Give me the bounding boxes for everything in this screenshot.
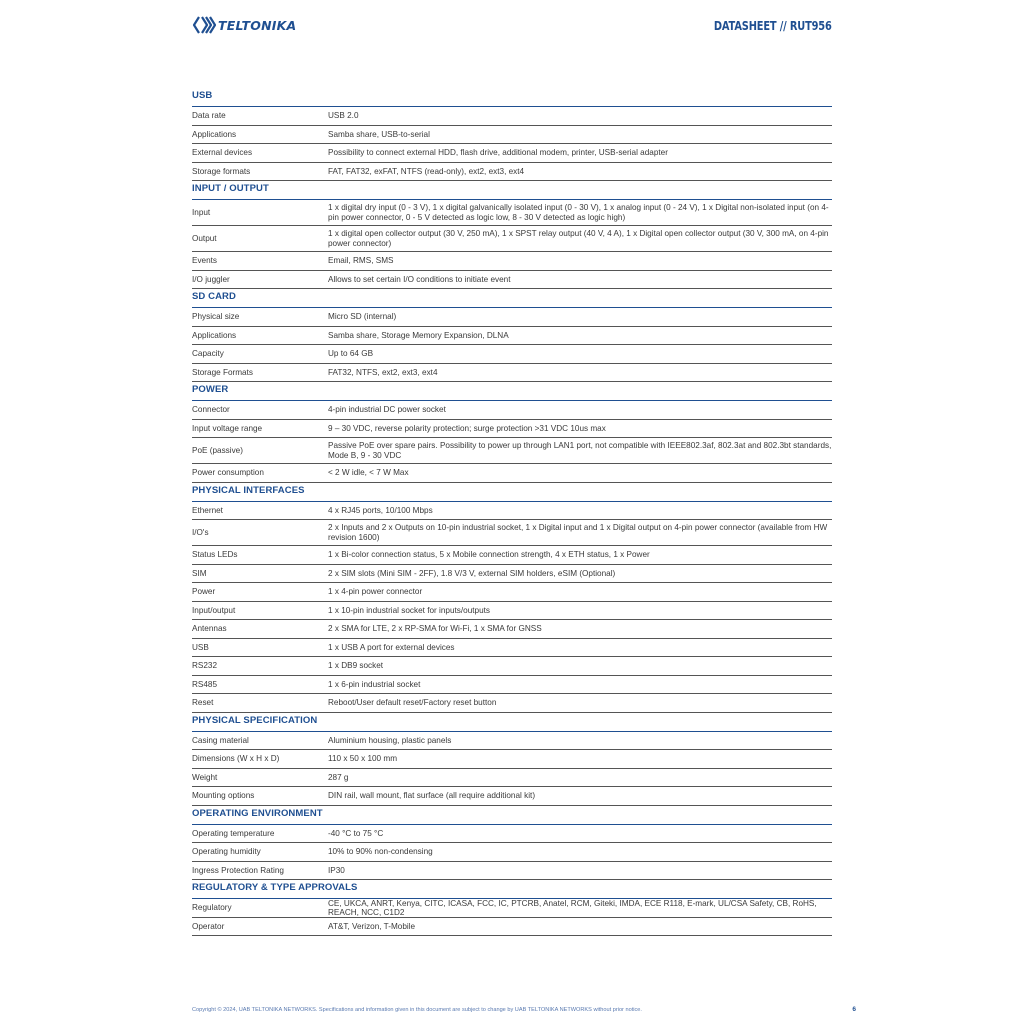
spec-row bbox=[192, 308, 832, 327]
spec-label: I/O's bbox=[192, 528, 209, 537]
spec-value: 1 x 6-pin industrial socket bbox=[328, 679, 421, 689]
spec-label: Status LEDs bbox=[192, 550, 238, 560]
spec-value: 4-pin industrial DC power socket bbox=[328, 405, 446, 415]
spec-label: External devices bbox=[192, 148, 253, 158]
spec-label: Regulatory bbox=[192, 903, 232, 913]
spec-row bbox=[192, 732, 832, 751]
section-title: INPUT / OUTPUT bbox=[192, 181, 832, 200]
spec-row bbox=[192, 676, 832, 695]
spec-value: Allows to set certain I/O conditions to initiate event bbox=[328, 274, 511, 284]
page-header bbox=[192, 14, 832, 40]
spec-label: Output bbox=[192, 234, 217, 243]
spec-label: Dimensions (W x H x D) bbox=[192, 754, 280, 764]
spec-value: 1 x digital dry input (0 - 3 V), 1 x digital galvanically isolated input (0 - 30 V), 1 x analog input (0 - 24 V), 1 x Digital non-isolated input (on 4-pin power connector, 0 - 5 V detected as logic low, 8 - 30 V detected as logic high) bbox=[328, 203, 829, 222]
section-title: PHYSICAL SPECIFICATION bbox=[192, 713, 832, 732]
page-number: 6 bbox=[852, 1006, 856, 1013]
spec-label: PoE (passive) bbox=[192, 446, 243, 455]
spec-label: Operator bbox=[192, 921, 225, 931]
spec-section bbox=[192, 880, 832, 936]
spec-value: 4 x RJ45 ports, 10/100 Mbps bbox=[328, 505, 433, 515]
spec-value: Passive PoE over spare pairs. Possibility to power up through LAN1 port, not compatible with IEEE802.3af, 802.3at and 802.3bt standards, Mode B, 9 - 30 VDC bbox=[328, 441, 832, 460]
spec-section bbox=[192, 382, 832, 483]
section-title: PHYSICAL INTERFACES bbox=[192, 483, 832, 502]
spec-label: USB bbox=[192, 642, 209, 652]
spec-value: 10% to 90% non-condensing bbox=[328, 847, 433, 857]
spec-label: Input bbox=[192, 208, 211, 217]
spec-value: 1 x digital open collector output (30 V, 250 mA), 1 x SPST relay output (40 V, 4 A), 1 x Digital open collector output (30 V, 300 mA, on 4-pin power connector) bbox=[328, 229, 829, 248]
copyright-text: Copyright © 2024, UAB TELTONIKA NETWORKS. Specifications and information given in this document are subject to change by UAB TELTONIKA NETWORKS without prior notice. bbox=[192, 1007, 642, 1013]
spec-value: AT&T, Verizon, T-Mobile bbox=[328, 921, 416, 931]
spec-row bbox=[192, 163, 832, 182]
spec-label: SIM bbox=[192, 568, 207, 578]
spec-value: IP30 bbox=[328, 865, 345, 875]
spec-section bbox=[192, 713, 832, 806]
spec-value: Up to 64 GB bbox=[328, 349, 374, 359]
spec-label: Input voltage range bbox=[192, 423, 263, 433]
spec-label: Casing material bbox=[192, 735, 249, 745]
spec-value: 1 x USB A port for external devices bbox=[328, 642, 455, 652]
spec-label: Storage formats bbox=[192, 166, 251, 176]
teltonika-logo-icon bbox=[192, 14, 216, 36]
spec-row bbox=[192, 825, 832, 844]
spec-label: Mounting options bbox=[192, 791, 255, 801]
spec-row bbox=[192, 843, 832, 862]
spec-row bbox=[192, 252, 832, 271]
spec-label: Applications bbox=[192, 129, 237, 139]
spec-label: Connector bbox=[192, 405, 230, 415]
spec-value: 2 x Inputs and 2 x Outputs on 10-pin industrial socket, 1 x Digital input and 1 x Digital output on 4-pin power connector (available from HW revision 1600) bbox=[328, 523, 828, 542]
spec-section bbox=[192, 181, 832, 289]
section-title: SD CARD bbox=[192, 289, 832, 308]
spec-value: FAT32, NTFS, ext2, ext3, ext4 bbox=[328, 367, 438, 377]
spec-row bbox=[192, 364, 832, 383]
spec-value: DIN rail, wall mount, flat surface (all require additional kit) bbox=[328, 791, 536, 801]
spec-label: Ingress Protection Rating bbox=[192, 865, 284, 875]
spec-row bbox=[192, 602, 832, 621]
spec-value: Samba share, USB-to-serial bbox=[328, 129, 430, 139]
spec-value: Possibility to connect external HDD, flash drive, additional modem, printer, USB-serial adapter bbox=[328, 148, 668, 158]
spec-value: < 2 W idle, < 7 W Max bbox=[328, 468, 409, 478]
spec-row bbox=[192, 226, 832, 252]
spec-label: RS485 bbox=[192, 679, 218, 689]
spec-row bbox=[192, 345, 832, 364]
spec-value: 9 – 30 VDC, reverse polarity protection; surge protection >31 VDC 10us max bbox=[328, 423, 606, 433]
spec-value: 110 x 50 x 100 mm bbox=[328, 754, 398, 764]
spec-row bbox=[192, 420, 832, 439]
spec-row bbox=[192, 918, 832, 937]
teltonika-logo bbox=[192, 14, 296, 36]
spec-section bbox=[192, 483, 832, 713]
spec-row bbox=[192, 502, 832, 521]
spec-row bbox=[192, 126, 832, 145]
spec-row bbox=[192, 750, 832, 769]
section-title: OPERATING ENVIRONMENT bbox=[192, 806, 832, 825]
spec-label: Input/output bbox=[192, 605, 236, 615]
spec-row bbox=[192, 899, 832, 918]
spec-value: 287 g bbox=[328, 772, 349, 782]
document-title: DATASHEET // RUT956 bbox=[714, 19, 832, 33]
spec-tables bbox=[192, 88, 832, 936]
brand-name: TELTONIKA bbox=[218, 17, 297, 33]
spec-row bbox=[192, 769, 832, 788]
spec-row bbox=[192, 639, 832, 658]
spec-row bbox=[192, 107, 832, 126]
spec-row bbox=[192, 200, 832, 226]
spec-label: Operating humidity bbox=[192, 847, 261, 857]
spec-label: Storage Formats bbox=[192, 367, 253, 377]
spec-value: -40 °C to 75 °C bbox=[328, 828, 384, 838]
spec-value: 2 x SMA for LTE, 2 x RP-SMA for Wi-Fi, 1 x SMA for GNSS bbox=[328, 624, 542, 634]
spec-value: Micro SD (internal) bbox=[328, 312, 397, 322]
page-footer bbox=[192, 1007, 856, 1013]
spec-value: Aluminium housing, plastic panels bbox=[328, 735, 452, 745]
spec-section bbox=[192, 88, 832, 181]
spec-row bbox=[192, 657, 832, 676]
spec-section bbox=[192, 806, 832, 881]
section-title: USB bbox=[192, 88, 832, 107]
spec-row bbox=[192, 520, 832, 546]
spec-label: Capacity bbox=[192, 349, 224, 359]
spec-row bbox=[192, 565, 832, 584]
spec-label: Ethernet bbox=[192, 505, 223, 515]
spec-label: I/O juggler bbox=[192, 274, 230, 284]
spec-value: 1 x 4-pin power connector bbox=[328, 587, 423, 597]
spec-label: Power bbox=[192, 587, 216, 597]
spec-row bbox=[192, 271, 832, 290]
section-title: POWER bbox=[192, 382, 832, 401]
section-title: REGULATORY & TYPE APPROVALS bbox=[192, 880, 832, 899]
spec-value: USB 2.0 bbox=[328, 111, 359, 121]
spec-row bbox=[192, 401, 832, 420]
spec-value: Reboot/User default reset/Factory reset button bbox=[328, 698, 497, 708]
spec-value: 2 x SIM slots (Mini SIM - 2FF), 1.8 V/3 V, external SIM holders, eSIM (Optional) bbox=[328, 568, 616, 578]
spec-label: Operating temperature bbox=[192, 828, 275, 838]
spec-row bbox=[192, 583, 832, 602]
spec-label: Applications bbox=[192, 330, 237, 340]
spec-label: Events bbox=[192, 256, 218, 266]
spec-row bbox=[192, 620, 832, 639]
spec-label: Weight bbox=[192, 772, 218, 782]
spec-value: CE, UKCA, ANRT, Kenya, CITC, ICASA, FCC, IC, PTCRB, Anatel, RCM, Giteki, IMDA, ECE R118, E-mark, UL/CSA Safety, CB, RoHS, REACH, NCC, C1D2 bbox=[328, 898, 817, 917]
spec-row bbox=[192, 327, 832, 346]
spec-label: Data rate bbox=[192, 111, 226, 121]
spec-label: Power consumption bbox=[192, 468, 264, 478]
spec-value: 1 x Bi-color connection status, 5 x Mobile connection strength, 4 x ETH status, 1 x Power bbox=[328, 550, 650, 560]
spec-row bbox=[192, 546, 832, 565]
spec-row bbox=[192, 144, 832, 163]
spec-value: Samba share, Storage Memory Expansion, DLNA bbox=[328, 330, 509, 340]
spec-row bbox=[192, 438, 832, 464]
spec-label: Reset bbox=[192, 698, 214, 708]
spec-value: 1 x 10-pin industrial socket for inputs/outputs bbox=[328, 605, 491, 615]
spec-value: FAT, FAT32, exFAT, NTFS (read-only), ext2, ext3, ext4 bbox=[328, 166, 525, 176]
spec-label: Antennas bbox=[192, 624, 227, 634]
spec-section bbox=[192, 289, 832, 382]
spec-label: RS232 bbox=[192, 661, 218, 671]
spec-label: Physical size bbox=[192, 312, 240, 322]
spec-value: Email, RMS, SMS bbox=[328, 256, 394, 266]
spec-value: 1 x DB9 socket bbox=[328, 661, 384, 671]
